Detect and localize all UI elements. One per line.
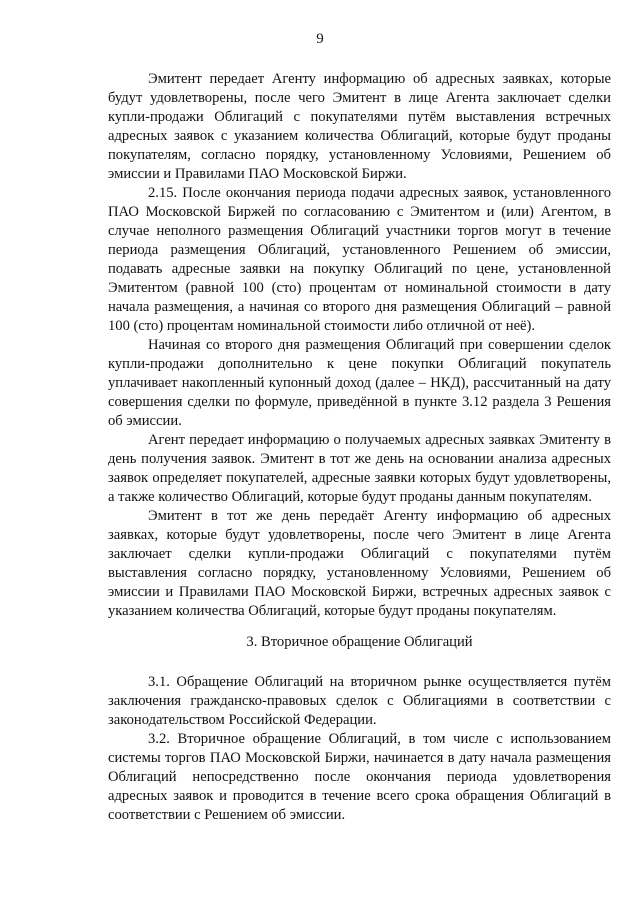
document-body <box>108 70 611 825</box>
paragraph-accrued-coupon: Начиная со второго дня размещения Облигаций при совершении сделок купли-продажи дополнительно к цене покупки Облигаций покупатель уплачивает накопленный купонный доход (далее – НКД), рассчитанный на дату совершения сделки по формуле, приведённой в пункте 3.12 раздела 3 Решения об эмиссии. <box>108 337 611 429</box>
paragraph-issuer-same-day: Эмитент в тот же день передаёт Агенту информацию об адресных заявках, которые будут удовлетворены, после чего Эмитент в лице Агента заключает сделки купли-продажи Облигаций с покупателями путём выставления согласно порядку, установленному Условиями, Решением об эмиссии и Правилами ПАО Московской Биржи, встречных адресных заявок с указанием количества Облигаций, которые будут проданы покупателям. <box>108 508 611 619</box>
paragraph-3-2: 3.2. Вторичное обращение Облигаций, в том числе с использованием системы торгов ПАО Московской Биржи, начинается в дату начала размещения Облигаций непосредственно после окончания периода удовлетворения адресных заявок и проводится в течение всего срока обращения Облигаций в соответствии с Решением об эмиссии. <box>108 731 611 823</box>
paragraph-issuer-transfers-info: Эмитент передает Агенту информацию об адресных заявках, которые будут удовлетворены, после чего Эмитент в лице Агента заключает сделки купли-продажи Облигаций с покупателями путём выставления встречных адресных заявок с указанием количества Облигаций, которые будут проданы покупателям, согласно порядку, установленному Условиями, Решением об эмиссии и Правилами ПАО Московской Биржи. <box>108 71 611 182</box>
paragraph-3-1: 3.1. Обращение Облигаций на вторичном рынке осуществляется путём заключения гражданско-правовых сделок с Облигациями в соответствии с законодательством Российской Федерации. <box>108 674 611 728</box>
paragraph-agent-transfers-info: Агент передает информацию о получаемых адресных заявках Эмитенту в день получения заявок. Эмитент в тот же день на основании анализа адресных заявок определяет покупателей, адресные заявки которых будут удовлетворены, а также количество Облигаций, которые будут проданы данным покупателям. <box>108 432 611 505</box>
section-heading: 3. Вторичное обращение Облигаций <box>246 634 473 650</box>
page-number: 9 <box>316 31 324 47</box>
paragraph-2-15: 2.15. После окончания периода подачи адресных заявок, установленного ПАО Московской Биржей по согласованию с Эмитентом и (или) Агентом, в случае неполного размещения Облигаций участники торгов могут в течение периода размещения Облигаций, установленного Решением об эмиссии, подавать адресные заявки на покупку Облигаций по цене, установленной Эмитентом (равной 100 (сто) процентам от номинальной стоимости в дату начала размещения, а начиная со второго дня размещения Облигаций – равной 100 (сто) процентам номинальной стоимости либо отличной от неё). <box>108 185 611 334</box>
